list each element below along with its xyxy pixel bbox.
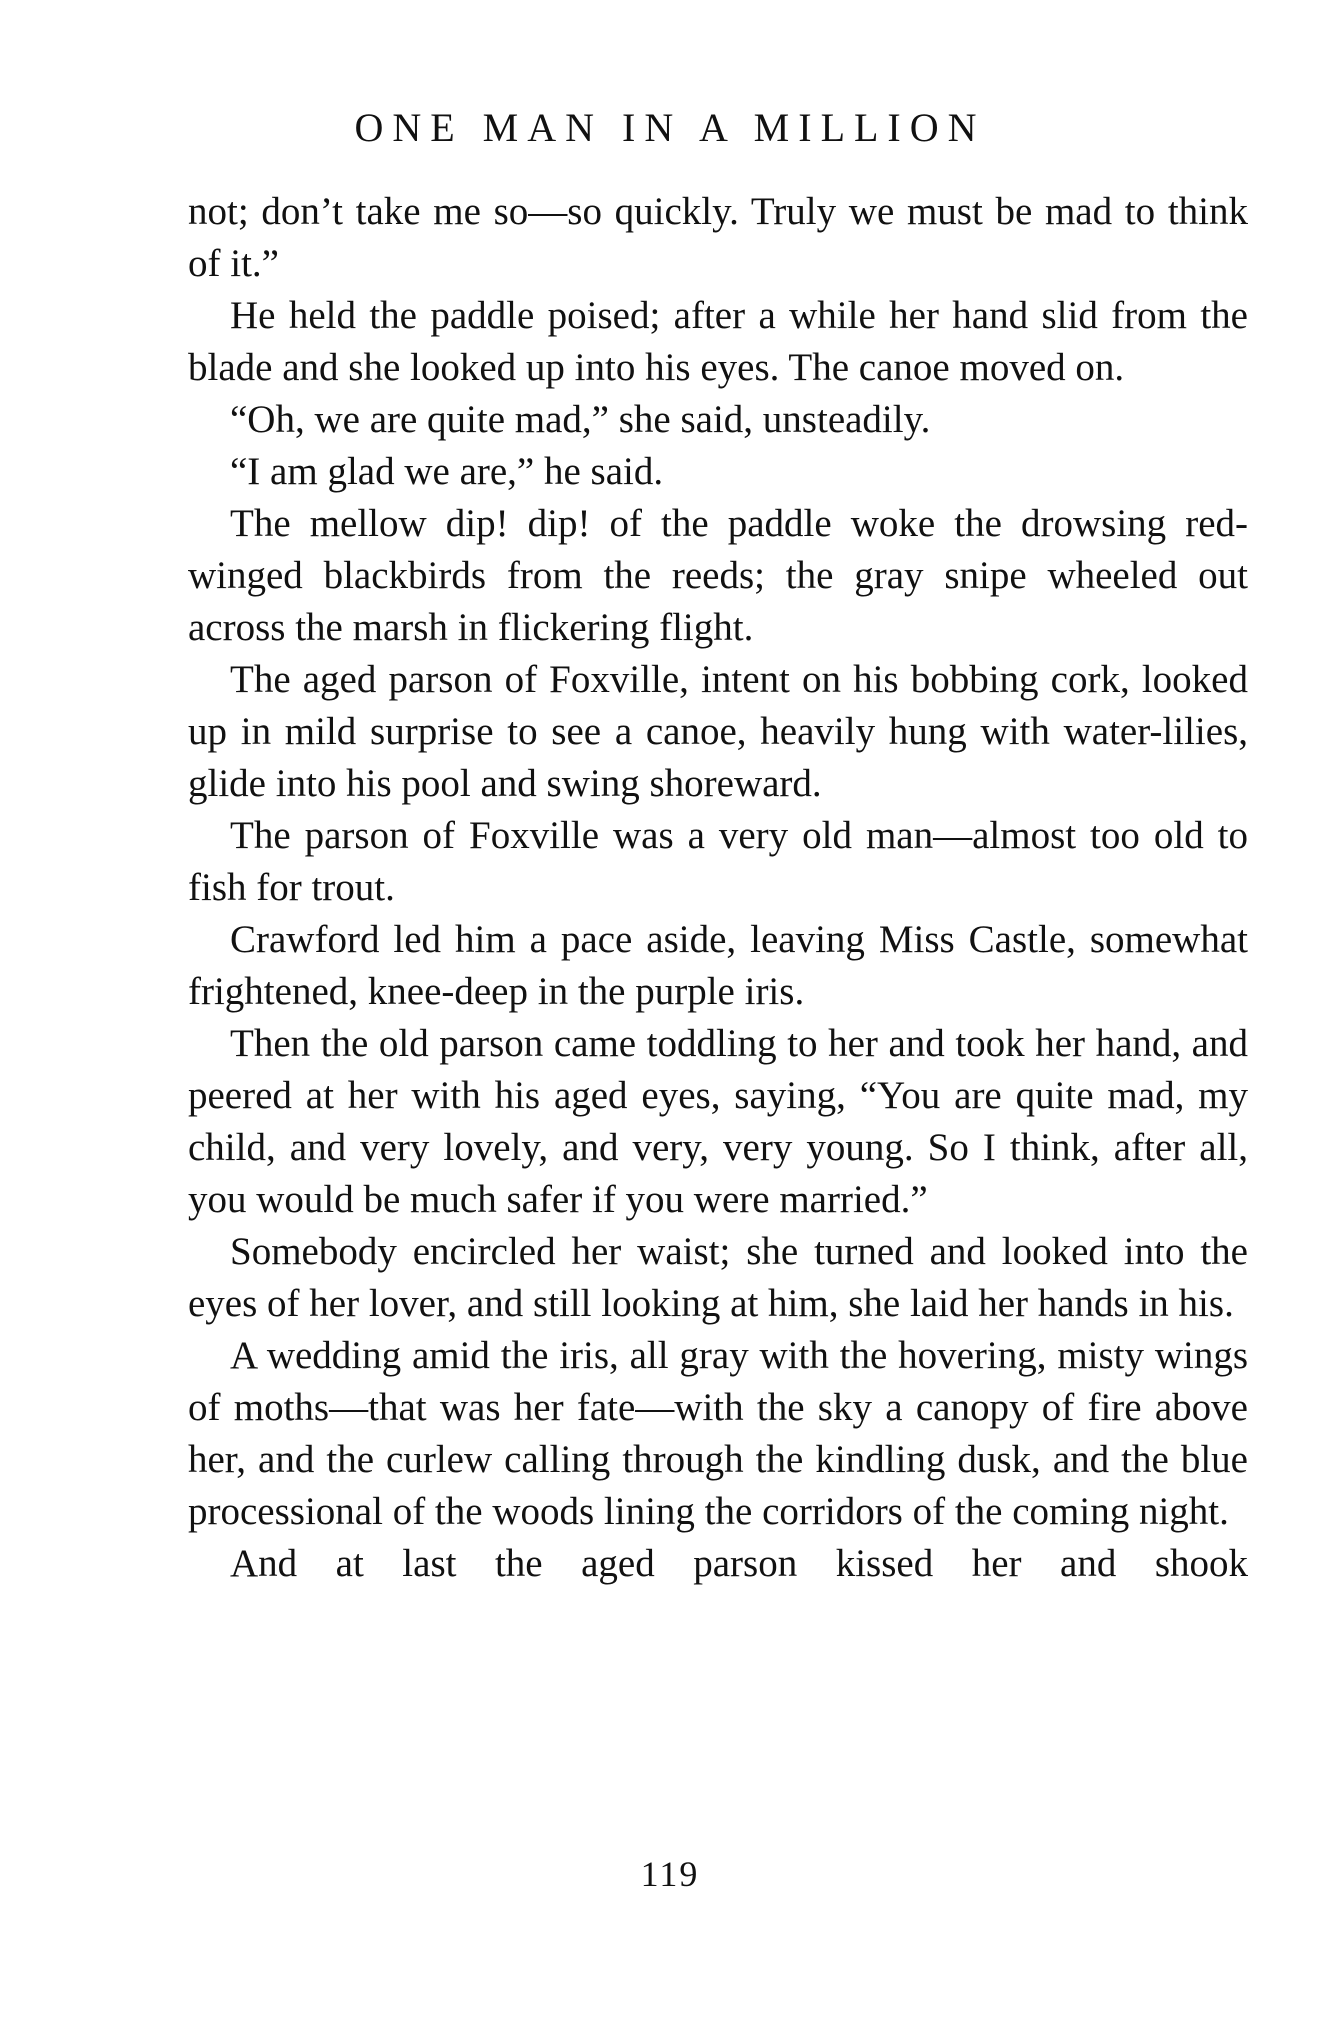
paragraph: “I am glad we are,” he said. <box>230 450 664 493</box>
paragraph: The parson of Foxville was a very old man—almost too old to fish for trout. <box>188 814 1248 909</box>
paragraph: Somebody encircled her waist; she turned and looked into the eyes of her lover, and still looking at him, she laid her hands in his. <box>188 1230 1248 1325</box>
paragraph: not; don’t take me so—so quickly. Truly we must be mad to think of it.” <box>188 190 1248 285</box>
paragraph: “Oh, we are quite mad,” she said, unsteadily. <box>230 398 931 441</box>
paragraph: And at last the aged parson kissed her and shook <box>230 1542 1248 1585</box>
running-head: ONE MAN IN A MILLION <box>354 105 986 150</box>
paragraph: A wedding amid the iris, all gray with the hovering, misty wings of moths—that was her fate—with the sky a canopy of fire above her, and the curlew calling through the kindling dusk, and the blue processional of the woods lining the corridors of the coming night. <box>188 1334 1248 1533</box>
paragraph: The mellow dip! dip! of the paddle woke the drowsing red-winged blackbirds from the reeds; the gray snipe wheeled out across the marsh in flickering flight. <box>188 502 1248 649</box>
body-text <box>188 186 1248 1590</box>
page-number: 119 <box>640 1854 700 1894</box>
paragraph: Then the old parson came toddling to her and took her hand, and peered at her with his aged eyes, saying, “You are quite mad, my child, and very lovely, and very, very young. So I think, after all, you would be much safer if you were married.” <box>188 1022 1248 1221</box>
paragraph: The aged parson of Foxville, intent on his bobbing cork, looked up in mild surprise to see a canoe, heavily hung with water-lilies, glide into his pool and swing shoreward. <box>188 658 1248 805</box>
paragraph: He held the paddle poised; after a while her hand slid from the blade and she looked up into his eyes. The canoe moved on. <box>188 294 1248 389</box>
paragraph: Crawford led him a pace aside, leaving Miss Castle, somewhat frightened, knee-deep in the purple iris. <box>188 918 1248 1013</box>
